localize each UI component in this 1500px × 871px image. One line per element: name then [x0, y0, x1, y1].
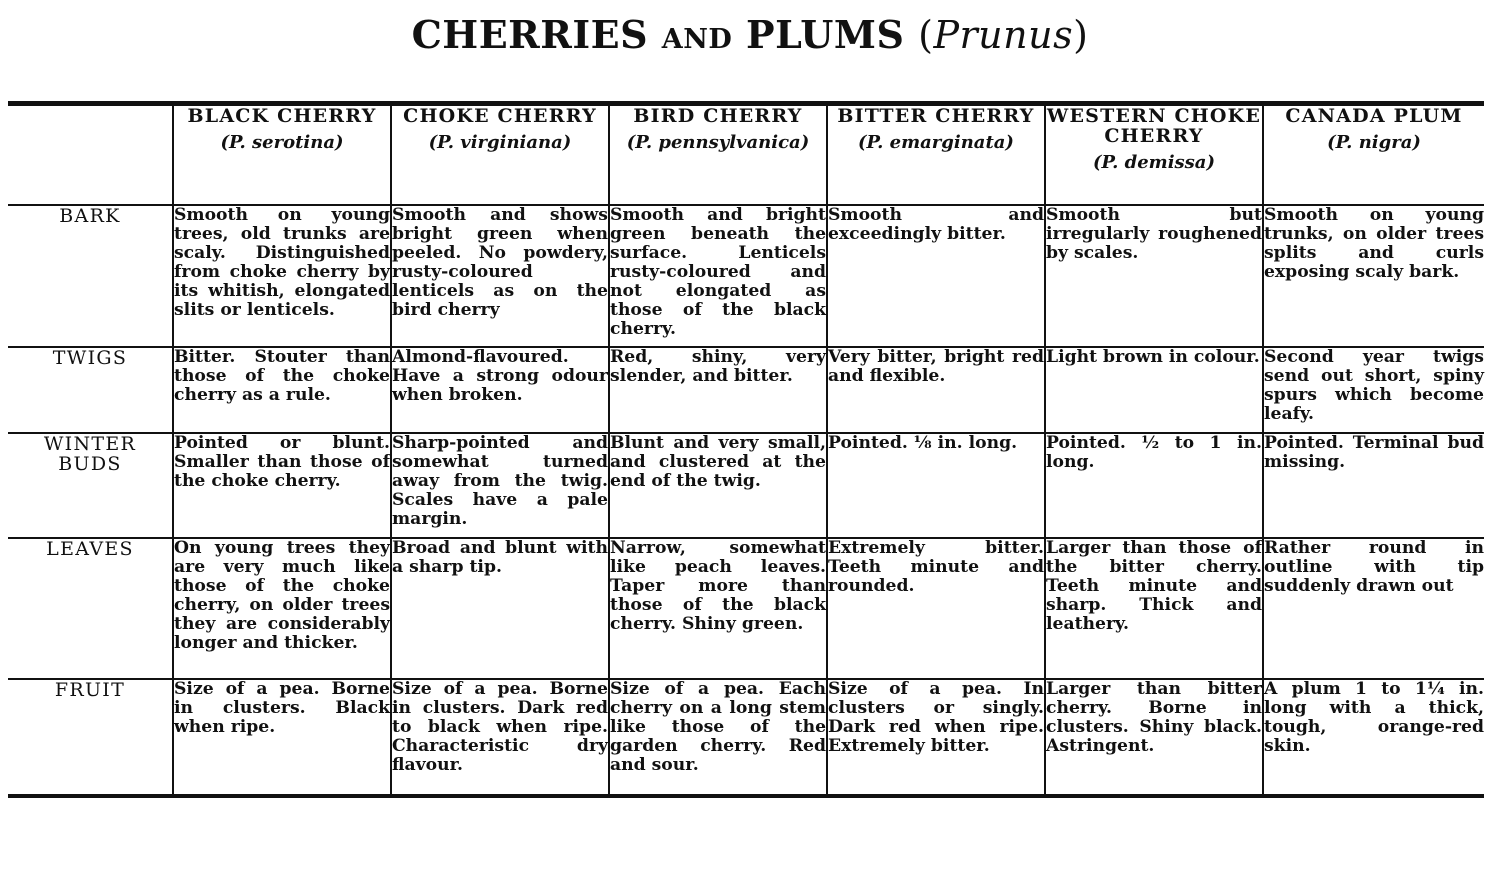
table-cell: Pointed. ⅛ in. long. [827, 433, 1045, 538]
table-cell: Narrow, somewhat like peach leaves. Taper more than those of the black cherry. Shiny green. [609, 538, 827, 679]
column-scientific-name: (P. emarginata) [858, 132, 1014, 153]
column-common-name: BITTER CHERRY [837, 105, 1035, 127]
table-cell: Size of a pea. In clusters or singly. Dark red when ripe. Extremely bitter. [827, 679, 1045, 796]
table-row-winter-buds [8, 433, 1484, 538]
title-word-plums: PLUMS [746, 12, 905, 57]
table-row-twigs [8, 347, 1484, 433]
row-label-twigs: TWIGS [8, 347, 173, 433]
table-row-bark [8, 205, 1484, 347]
table-cell: Second year twigs send out short, spiny spurs which become leafy. [1263, 347, 1484, 433]
title-paren-close: ) [1073, 13, 1089, 57]
table-cell: Smooth and bright green beneath the surface. Lenticels rusty-coloured and not elongated as those of the black cherry. [609, 205, 827, 347]
column-header-bird-cherry [609, 104, 827, 206]
table-cell: Smooth and shows bright green when peeled. No powdery, rusty-coloured lenticels as on the bird cherry [391, 205, 609, 347]
column-common-name: WESTERN CHOKE CHERRY [1046, 105, 1262, 147]
table-cell: Pointed. Terminal bud missing. [1263, 433, 1484, 538]
table-row-leaves [8, 538, 1484, 679]
table-cell: Rather round in outline with tip suddenly drawn out [1263, 538, 1484, 679]
comparison-table [8, 101, 1484, 798]
header-row [8, 104, 1484, 206]
corner-cell [8, 104, 173, 206]
title-word-and: AND [661, 24, 733, 55]
table-cell: Light brown in colour. [1045, 347, 1263, 433]
table-cell: Larger than those of the bitter cherry. Teeth minute and sharp. Thick and leathery. [1045, 538, 1263, 679]
table-row-fruit [8, 679, 1484, 796]
title-word-cherries: CHERRIES [411, 12, 649, 57]
table-cell: Larger than bitter cherry. Borne in clusters. Shiny black. Astringent. [1045, 679, 1263, 796]
table-cell: On young trees they are very much like those of the choke cherry, on older trees they are considerably longer and thicker. [173, 538, 391, 679]
table-cell: Very bitter, bright red and flexible. [827, 347, 1045, 433]
column-scientific-name: (P. demissa) [1093, 152, 1215, 173]
column-header-western-choke-cherry [1045, 104, 1263, 206]
column-common-name: CANADA PLUM [1285, 105, 1463, 127]
table-cell: Blunt and very small, and clustered at the end of the twig. [609, 433, 827, 538]
row-label-bark: BARK [8, 205, 173, 347]
column-header-black-cherry [173, 104, 391, 206]
table-cell: Size of a pea. Borne in clusters. Dark red to black when ripe. Characteristic dry flavour. [391, 679, 609, 796]
column-common-name: BIRD CHERRY [633, 105, 803, 127]
table-cell: Pointed or blunt. Smaller than those of the choke cherry. [173, 433, 391, 538]
table-cell: Broad and blunt with a sharp tip. [391, 538, 609, 679]
table-cell: Bitter. Stouter than those of the choke cherry as a rule. [173, 347, 391, 433]
column-scientific-name: (P. nigra) [1327, 132, 1421, 153]
table-cell: Smooth and exceedingly bitter. [827, 205, 1045, 347]
table-cell: Size of a pea. Each cherry on a long stem like those of the garden cherry. Red and sour. [609, 679, 827, 796]
table-cell: Red, shiny, very slender, and bitter. [609, 347, 827, 433]
table-cell: Size of a pea. Borne in clusters. Black when ripe. [173, 679, 391, 796]
row-label-leaves: LEAVES [8, 538, 173, 679]
table-cell: Almond-flavoured. Have a strong odour when broken. [391, 347, 609, 433]
column-header-canada-plum [1263, 104, 1484, 206]
row-label-fruit: FRUIT [8, 679, 173, 796]
row-label-winter-buds: WINTER BUDS [8, 433, 173, 538]
table-cell: Pointed. ½ to 1 in. long. [1045, 433, 1263, 538]
column-scientific-name: (P. virginiana) [428, 132, 572, 153]
column-common-name: BLACK CHERRY [187, 105, 377, 127]
table-cell: Sharp-pointed and somewhat turned away from the twig. Scales have a pale margin. [391, 433, 609, 538]
column-header-choke-cherry [391, 104, 609, 206]
page-title [0, 12, 1500, 57]
title-genus: Prunus [933, 13, 1074, 57]
title-paren-open: ( [918, 13, 934, 57]
column-header-bitter-cherry [827, 104, 1045, 206]
table-cell: Smooth on young trees, old trunks are scaly. Distinguished from choke cherry by its whitish, elongated slits or lenticels. [173, 205, 391, 347]
column-scientific-name: (P. pennsylvanica) [626, 132, 810, 153]
column-common-name: CHOKE CHERRY [403, 105, 597, 127]
table-cell: Smooth but irregularly roughened by scales. [1045, 205, 1263, 347]
table-cell: Smooth on young trunks, on older trees splits and curls exposing scaly bark. [1263, 205, 1484, 347]
column-scientific-name: (P. serotina) [220, 132, 344, 153]
table-cell: Extremely bitter. Teeth minute and rounded. [827, 538, 1045, 679]
table-cell: A plum 1 to 1¼ in. long with a thick, tough, orange-red skin. [1263, 679, 1484, 796]
